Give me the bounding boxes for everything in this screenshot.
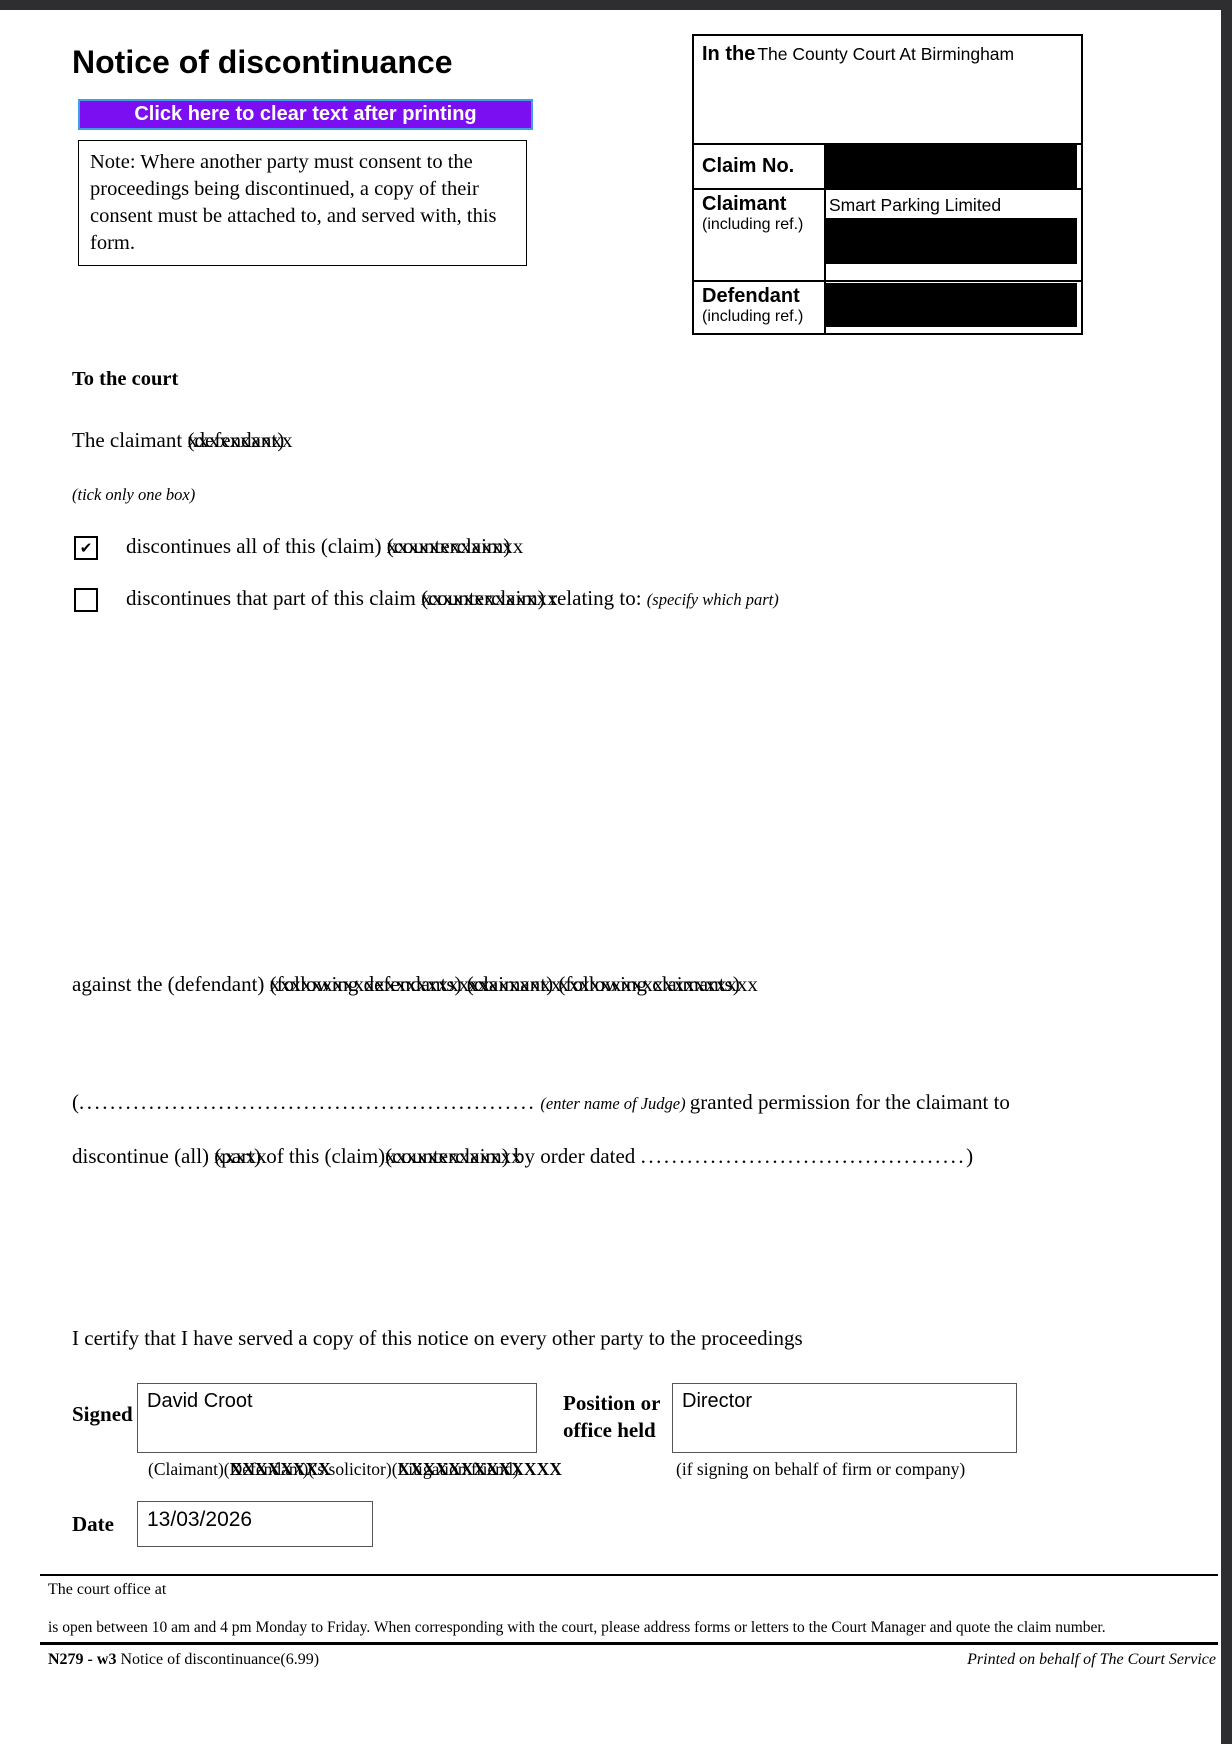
claim-no-redaction: [826, 145, 1077, 188]
form-code: N279 - w3: [48, 1651, 117, 1668]
against-pre: against the (defendant): [72, 972, 270, 996]
discontinue-all-label: [126, 534, 510, 559]
firm-signing-caption: (if signing on behalf of firm or company): [676, 1459, 966, 1479]
claimant-field[interactable]: [826, 190, 1081, 280]
struck-part: (part) xxxxx: [214, 1144, 261, 1169]
against-post: ): [732, 972, 740, 996]
struck-following-defendants: (following defendants) xxxxxxxxxxxxxxxxxxxxx: [270, 972, 462, 997]
court-details-table: [692, 34, 1083, 335]
claimant-line-text: The claimant: [72, 428, 188, 452]
judge-permission-line-1: [72, 1090, 1010, 1115]
struck-claimant: (claimant) xxxxxxxxx: [467, 972, 553, 997]
signed-input[interactable]: David Croot: [137, 1383, 537, 1453]
option2-text: discontinues that part of this claim: [126, 586, 422, 610]
form-id-text: [48, 1651, 319, 1669]
struck-counterclaim-3: (counterclaim) xxxxxxxxxxxxx: [385, 1144, 509, 1169]
viewer-top-edge: [0, 0, 1232, 10]
clear-text-button[interactable]: Click here to clear text after printing: [78, 99, 533, 130]
judge2-mid1: of this (claim): [260, 1144, 386, 1168]
position-held-label: Position or office held: [563, 1391, 661, 1443]
option1-text: discontinues all of this (claim): [126, 534, 387, 558]
printed-note: Printed on behalf of The Court Service: [967, 1651, 1216, 1668]
discontinue-part-option: [74, 586, 779, 612]
defendant-label: Defendant: [702, 285, 800, 307]
judge1-text: granted permission for the claimant to: [689, 1090, 1010, 1114]
struck-counterclaim-1: (counterclaim) xxxxxxxxxxxxx: [387, 534, 511, 559]
claimant-label: Claimant: [702, 193, 787, 215]
signer-capacity-caption: [148, 1459, 519, 1480]
in-the-row: [694, 36, 1081, 143]
signed-label: Signed: [72, 1402, 133, 1426]
date-label: Date: [72, 1512, 114, 1536]
in-the-label: In the: [702, 43, 756, 65]
form-version-title: Notice of discontinuance(6.99): [116, 1651, 320, 1668]
claimant-ref-note: (including ref.): [702, 216, 804, 233]
claimant-row: [694, 188, 1081, 280]
against-defendants-line: [72, 972, 740, 997]
judge-name-dotted-line[interactable]: ...........................................................: [79, 1090, 537, 1114]
form-title: Notice of discontinuance: [72, 44, 453, 80]
defendant-field[interactable]: [826, 282, 1081, 333]
position-input[interactable]: Director: [672, 1383, 1017, 1453]
struck-defendant-caption: Defendant XXXXXXXX: [230, 1459, 303, 1480]
judge-permission-line-2: [72, 1144, 973, 1169]
claimant-defendant-line: [72, 428, 284, 453]
judge-name-hint: (enter name of Judge): [536, 1094, 690, 1113]
consent-note-box: Note: Where another party must consent to the proceedings being discontinued, a copy of their consent must be attached to, and served with, this form.: [78, 140, 527, 266]
check-icon: ✔: [79, 539, 93, 557]
viewer-right-edge: [1221, 0, 1232, 1744]
claimant-redaction: [826, 218, 1077, 264]
tick-hint: (tick only one box): [72, 485, 196, 504]
struck-defendant-text: (defendant) xxxxxxxxxx: [187, 428, 284, 453]
claim-no-label: Claim No.: [694, 145, 826, 188]
bottom-rule: [40, 1642, 1218, 1645]
discontinue-part-checkbox[interactable]: [74, 588, 98, 612]
judge1-open-paren: (: [72, 1090, 79, 1114]
caption-post: ): [512, 1459, 519, 1479]
footer-id-row: [48, 1651, 1216, 1669]
claim-no-field[interactable]: [826, 145, 1081, 188]
top-rule: [40, 1574, 1218, 1576]
discontinue-all-option: [74, 534, 510, 560]
judge2-pre: discontinue (all): [72, 1144, 215, 1168]
certify-statement: I certify that I have served a copy of this notice on every other party to the proceedings: [72, 1326, 803, 1350]
caption-pre: (Claimant)(: [148, 1459, 230, 1479]
specify-part-hint: (specify which part): [646, 590, 779, 609]
order-date-dotted-line[interactable]: ..........................................: [640, 1144, 967, 1168]
defendant-redaction: [826, 283, 1077, 327]
defendant-row: [694, 280, 1081, 333]
caption-mid: )('s solicitor)(: [302, 1459, 398, 1479]
court-name-value[interactable]: The County Court At Birmingham: [757, 44, 1015, 64]
struck-counterclaim-2: (counterclaim) xxxxxxxxxxxxx: [421, 586, 545, 611]
judge2-mid2: by order dated: [508, 1144, 641, 1168]
struck-following-claimants: (following claimants xxxxxxxxxxxxxxxxxxx: [558, 972, 732, 997]
discontinue-part-label: [126, 586, 779, 611]
option2-post: relating to:: [544, 586, 647, 610]
discontinue-all-checkbox[interactable]: [74, 536, 98, 560]
opening-hours-line: is open between 10 am and 4 pm Monday to Friday. When corresponding with the court, please address forms or letters to the Court Manager and quote the claim number.: [48, 1619, 1106, 1636]
court-office-line: The court office at: [48, 1581, 167, 1598]
claim-no-row: [694, 143, 1081, 188]
to-the-court-heading: To the court: [72, 368, 179, 390]
defendant-ref-note: (including ref.): [702, 308, 804, 325]
struck-litigation-friend: Litigation friend XXXXXXXXXXXXX: [398, 1459, 513, 1480]
claimant-name-value[interactable]: Smart Parking Limited: [829, 195, 1002, 215]
date-input[interactable]: 13/03/2026: [137, 1501, 373, 1547]
judge2-close-paren: ): [966, 1144, 974, 1168]
